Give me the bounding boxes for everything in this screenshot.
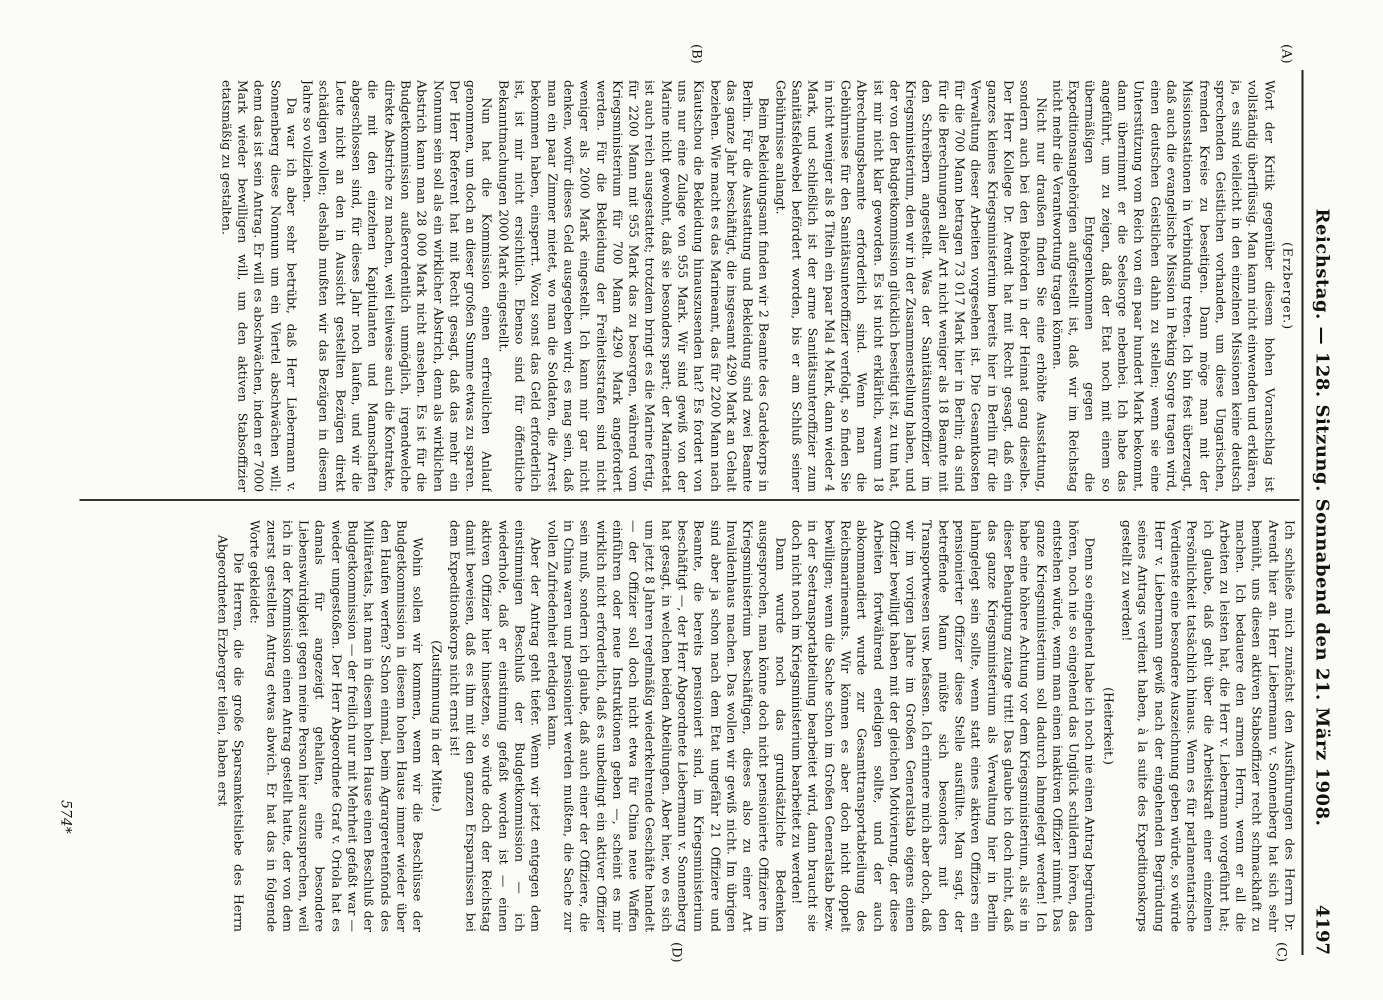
paragraph: Aber der Antrag geht tiefer. Wenn wir jetzt entgegen dem einstimmigen Beschluß der Budgetkommission — ich wiederhole, daß er einstimmig gefaßt worden ist — einen aktiven Offizier hier hinsetzen, so würde doch der Reichstag damit beweisen, daß es ihm mit den ganzen Ersparnissen bei dem Expeditionskorps nicht ernst ist! — [446, 520, 544, 932]
page-code: 574* — [57, 800, 73, 834]
page-header — [1307, 70, 1337, 955]
margin-mark-c: (C) — [1273, 942, 1288, 963]
speaker-name: (Erzberger.) — [1280, 241, 1295, 331]
quotation: Die Herren, die die große Sparsamkeitsliebe des Herrn Abgeordneten Erzberger teilen, haben erst — [214, 534, 246, 932]
margin-mark-b: (B) — [688, 44, 703, 64]
column-divider — [79, 499, 1299, 501]
paragraph: Wohin sollen wir kommen, wenn wir die Beschlüsse der Budgetkommission in diesem hohen Hause immer wieder über den Haufen werfen? Schon einmal, beim Agrargeretenfonds des Militäretats, hat man in diesem hohen Hause einen Beschluß der Budgetkommission — der freilich nur mit Mehrheit gefaßt war — wieder umgestoßen. Der Herr Abgeordnete Graf v. Oriola hat es damals für angezeigt gehalten, eine besondere Liebenswürdigkeit gegen meine Person hier auszusprechen, weil ich in der Kommission einen Antrag gestellt hatte, der von dem zuerst gestellten Antrag etwas abwich. Er hat das in folgende Worte gekleidet: — [247, 520, 426, 932]
header-rule — [1301, 70, 1303, 955]
margin-mark-d: (D) — [668, 942, 683, 963]
header-title: Reichstag. — 128. Sitzung. Sonnabend den 21. März 1908. — [1311, 208, 1333, 827]
paragraph: Nicht nur draußen finden Sie eine erhöhte Ausstattung, sondern auch bei den Behörden in der Heimat gang dieselbe. Der Herr Kollege Dr. Arendt hat mit Recht gesagt, daß ein ganzes kleines Kriegsministerium bereits hier in Berlin für die Verwaltung dieser Arbeiten vorgesehen ist. Die Gesamtkosten für die 700 Mann betragen 73 017 Mark hier in Berlin; da sind für die Berechnungen aller Art nicht weniger als 18 Beamte mit den Schreibern angestellt. Was der Sanitätsunteroffizier im Kriegsministerium, den wir in der Zusammenstellung haben, und der von der Budgetkommission glücklich beseitigt ist, zu tun hat, ist mir nicht klar geworden. Es ist nicht erklärlich, warum 18 Abrechnungsbeamte erforderlich sind. Wenn man die Gebührnisse für den Sanitätsunteroffizier verfolgt, so finden Sie in nicht weniger als 8 Titeln ein paar Mal 4 Mark, dann wieder 4 Mark, und schließlich ist der arme Sanitätsunteroffizier zum Sanitätsfeldwebel befördert worden, bis er am Schluß seiner Gebührnisse anlangt. — [772, 80, 1049, 492]
paragraph: Ich schließe mich zunächst den Ausführungen des Herrn Dr. Arendt hier an. Herr Liebermann v. Sonnenberg hat sich sehr bemüht, uns diesen aktiven Stabsoffizier recht schmackhaft zu machen. Ich bedauere den armen Herrn, wenn er all die Arbeiten zu leisten hat, die Herr v. Liebermann vorgeführt hat; ich glaube, daß geht über die Arbeitskraft einer einzelnen Persönlichkeit tatsächlich hinaus. Wenn es für parlamentarische Verdienste eine besondere Auszeichnung geben würde, so würde Herr v. Liebermann gewiß nach der eingehenden Begründung seines Antrags verdient haben, à la suite des Expeditionskorps gestellt zu werden! — [1119, 520, 1297, 932]
paragraph: Beim Bekleidungsamt finden wir 2 Beamte des Gardekorps in Berlin. Für die Ausstattung und Bekleidung sind zwei Beamte das ganze Jahr beschäftigt, die insgesamt 4290 Mark an Gehalt beziehen. Wie macht es das Marineamt, das für 2200 Mann nach Kiautschou die Bekleidung hinauszusenden hat? Es fordert von uns nur eine Zulage von 955 Mark. Wir sind gewiß von der Marine nicht gewohnt, daß sie besonders spart; der Marineetat ist auch reich ausgestattet; trotzdem bringt es die Marine fertig, für 2200 Mann mit 955 Mark das zu besorgen, während vom Kriegsministerium für 700 Mann 4290 Mark angefordert werden. Für die Bekleidung der Freiheitsstrafen sind nicht weniger als 2000 Mark eingestellt. Ich kann mir gar nicht denken, wofür dieses Geld ausgegeben wird; es mag sein, daß man ein paar Zimmer mietet, wo man die Soldaten, die Arrest bekommen haben, einsperrt. Wozu sonst das Geld erforderlich ist, ist mir nicht ersichtlich. Ebenso sind für öffentliche Bekanntmachungen 2000 Mark eingestellt. — [495, 80, 772, 492]
left-column — [87, 80, 1297, 492]
paragraph: Da war ich aber sehr betrübt, daß Herr Liebermann v. Sonnenberg diese Nonnum um ein Viertel abschwächen will; denn das ist sein Antrag. Er will es abschwächen, indem er 7000 Mark wieder bewilligen will, um den aktiven Stabsoffizier etatsmäßig zu gestalten. — [218, 80, 299, 492]
page-number: 4197 — [1311, 904, 1333, 955]
paragraph: Denn so eingehend habe ich noch nie einen Antrag begründen hören, noch nie so eingehend das Unglück schildern hören, das entstehen würde, wenn man einen inaktiven Offizier nimmt. Das ganze Kriegsministerium soll dadurch lahmgelegt werden! Ich habe eine höhere Achtung vor dem Kriegsministerium, als sie in dieser Behauptung zutage tritt! Das glaube ich doch nicht, daß das ganze Kriegsministerium als Verwaltung hier in Berlin lahmgelegt sein sollte, wenn statt eines aktiven Offiziers ein pensionierter Offizier diese Stelle ausfüllte. Man sagt, der betreffende Mann müßte sich besonders mit den Transportwesen usw. befassen. Ich erinnere mich aber doch, daß wir im vorigen Jahre im Großen Generalstab eigens einen Offizier bewilligt haben mit der gleichen Motivierung, der diese Arbeiten fortwährend erledigen sollte, und der auch abkommandiert wurde zur Gesamttransportabteilung des Reichsmarineamts. Wir können es aber doch nicht doppelt bewilligen; wenn die Sache schon im Großen Generalstab bezw. in der Seetransportabteilung bearbeitet wird, dann braucht sie doch nicht noch im Kriegsministerium bearbeitet zu werden! — [789, 520, 1098, 932]
right-column — [87, 520, 1297, 932]
paragraph: Nun hat die Kommission einen erfreulichen Anlauf genommen, um doch an dieser großen Summe etwas zu sparen. Der Herr Referent hat mit Recht gesagt, daß das mehr ein Nonnum sein soll als ein wirklicher Abstrich, denn als wirklichen Abstrich kann man 28 000 Mark nicht ansehen. Es ist für die Budgetkommission außerordentlich unmöglich, irgendwelche direkte Abstriche zu machen, weil teilweise auch die Kontrakte, die mit den einzelnen Kapitulanten und Mannschaften abgeschlossen sind, für dieses Jahr noch laufen, und wir die Leute nicht an den in Aussicht gestellten Bezügen direkt schädigen wollen; deshalb mußten wir das Bezügen in diesem Jahre so vollziehen. — [300, 80, 495, 492]
margin-mark-a: (A) — [1278, 44, 1293, 64]
paragraph: Dann wurde noch das grundsätzliche Bedenken ausgesprochen, man könne doch nicht pensionierte Offiziere im Kriegsministerium beschäftigen, dieses also zu einer Art Invalidenhaus machen. Das wollen wir gewiß nicht. Im übrigen sind aber ja schon nach dem Etat ungefähr 21 Offiziere und Beamte, die bereits pensioniert sind, im Kriegsministerium beschäftigt —, der Herr Abgeordnete Liebermann v. Sonnenberg hat gesagt, in welchen beiden Abteilungen. Aber hier, wo es sich um jetzt 8 Jahren regelmäßig wiederkehrende Geschäfte handelt — der Offizier soll doch nicht etwa für China neue Waffen einführen oder neue Instruktionen geben —, scheint es mir wirklich nicht erforderlich, daß es unbedingt ein aktiver Offizier sein muß, sondern ich glaube, daß auch einer der Offiziere, die in China waren und pensioniert werden mußten, die Sache zur vollen Zufriedenheit erledigen kann. — [544, 520, 788, 932]
interjection-applause: (Zustimmung in der Mitte.) — [428, 640, 444, 812]
interjection-laughter: (Heiterkeit.) — [1100, 687, 1116, 765]
paragraph: Wort der Kritik gegenüber diesem hohen Voranschlag ist vollständig überflüssig. Man kann nicht einwenden und erklären, ja, es sind vielleicht in den einzelnen Missionen keine deutsch sprechenden Geistlichen vorhanden, um diese Ungarischen, fremden Kreise zu beseitigen. Dann möge man mit der Missionsstationen in Verbindung treten. Ich bin fest überzeugt, daß auch die evangelische Mission in Peking Sorge tragen wird, einen deutschen Geistlichen dahin zu stellen; wenn sie eine Unterstützung vom Reich von ein paar hundert Mark bekommt, dann übernimmt er die Seelsorge nebenbei. Ich habe das angeführt, um zu zeigen, daß der Etat noch mit einem so übermäßigen Entgegenkommen gegen die Expeditionsangehörigen aufgestellt ist, daß wir im Reichstag nicht mehr die Verantwortung tragen können. — [1049, 80, 1277, 492]
